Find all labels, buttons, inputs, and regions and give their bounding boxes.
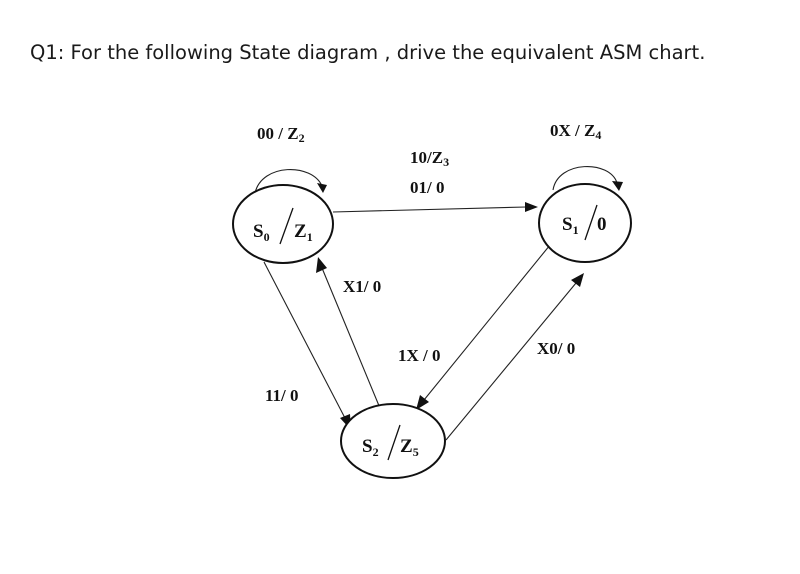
- s1-name-sub: 1: [572, 223, 579, 237]
- arrowhead-s2-to-s0: [316, 257, 327, 273]
- question-text: Q1: For the following State diagram , drive the equivalent ASM chart.: [30, 41, 706, 64]
- label-s0-s1-a: 10/Z: [410, 148, 444, 167]
- s2-name-sub: 2: [372, 445, 379, 459]
- s1-name: S: [562, 214, 573, 235]
- label-s2-s1: X0/ 0: [537, 339, 576, 358]
- edge-s0-to-s1: [333, 207, 526, 212]
- s2-name: S: [362, 436, 373, 457]
- label-s0-loop: 00 / Z: [257, 124, 299, 143]
- edge-s1-to-s2: [424, 245, 550, 400]
- s0-name: S: [253, 221, 264, 242]
- label-s1-loop-sub: 4: [595, 128, 602, 142]
- label-s0-loop-sub: 2: [298, 131, 305, 145]
- s2-output: Z: [400, 436, 413, 457]
- label-s0-s1-b: 01/ 0: [410, 178, 445, 197]
- s0-output-sub: 1: [306, 230, 313, 244]
- edge-s2-to-s1: [446, 283, 576, 440]
- label-s0-s2: 11/ 0: [265, 386, 299, 405]
- svg-text:0X / Z4: [550, 121, 601, 142]
- s2-output-sub: 5: [412, 445, 419, 459]
- s0-loop-arrowhead: [317, 183, 327, 193]
- label-s0-s1-a-sub: 3: [443, 155, 450, 169]
- state-s1: [539, 184, 631, 262]
- s0-name-sub: 0: [263, 230, 270, 244]
- state-s0: [233, 185, 333, 263]
- arrowhead-s2-to-s1: [571, 273, 584, 287]
- svg-text:00 / Z2: [257, 124, 305, 145]
- svg-text:10/Z3: [410, 148, 449, 169]
- label-s2-s0: X1/ 0: [343, 277, 382, 296]
- s0-output: Z: [294, 221, 307, 242]
- s1-loop-arrowhead: [612, 181, 623, 191]
- s1-output: 0: [597, 214, 607, 235]
- label-s1-s2: 1X / 0: [398, 346, 441, 365]
- label-s1-loop: 0X / Z: [550, 121, 596, 140]
- state-s2: [341, 404, 445, 478]
- arrowhead-s0-to-s1: [525, 202, 538, 212]
